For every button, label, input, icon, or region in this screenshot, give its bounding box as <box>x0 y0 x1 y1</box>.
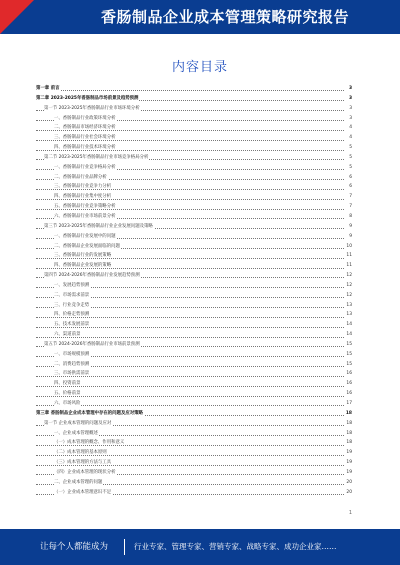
toc-heading: 内容目录 <box>171 60 228 75</box>
toc-entry-page: 15 <box>345 360 352 370</box>
toc-entry[interactable] <box>36 104 352 114</box>
toc-entry[interactable] <box>36 478 352 488</box>
toc-entry-title: 一、香肠制品行业政策环境分析 <box>54 115 116 121</box>
toc-entry-page: 3 <box>348 94 352 104</box>
toc-leader-dots <box>36 90 344 91</box>
toc-entry-title: 三、香肠制品行业竞争力分析 <box>54 184 112 190</box>
toc-entry[interactable] <box>36 251 352 261</box>
toc-entry[interactable] <box>36 438 352 448</box>
toc-entry[interactable] <box>36 448 352 458</box>
toc-entry[interactable] <box>36 291 352 301</box>
toc-entry[interactable] <box>36 419 352 429</box>
toc-entry[interactable] <box>36 114 352 124</box>
toc-entry-title: 一、企业成本管理概述 <box>54 430 98 436</box>
toc-entry[interactable] <box>36 468 352 478</box>
toc-entry-page: 13 <box>345 310 352 320</box>
toc-entry[interactable] <box>36 360 352 370</box>
toc-entry-title: 三、市场供需前景 <box>54 371 90 377</box>
toc-entry-page: 18 <box>345 429 352 439</box>
toc-entry-title: 第五节 2024-2026年香肠制品行业市场前景预测 <box>44 341 140 347</box>
footer-bar <box>0 529 400 565</box>
header-corner-decoration <box>0 0 34 34</box>
report-title: 香肠制品企业成本管理策略研究报告 <box>100 8 349 26</box>
toc-leader-dots <box>36 405 344 406</box>
toc-entry-title: 三、行业竞争走势 <box>54 302 90 308</box>
toc-entry-page: 6 <box>348 173 352 183</box>
toc-entry-page: 11 <box>345 251 352 261</box>
toc-entry-title: 四、投资前景 <box>54 381 81 387</box>
toc-entry-title: 一、发展趋势预测 <box>54 282 90 288</box>
toc-entry-page: 19 <box>345 458 352 468</box>
toc-entry-page: 10 <box>345 242 352 252</box>
toc-entry-title: 四、香肠制品行业技术环境分析 <box>54 145 116 151</box>
toc-entry-title: 二、市场需求前景 <box>54 292 90 298</box>
toc-entry[interactable] <box>36 163 352 173</box>
toc-entry-title: 第四节 2024-2026年香肠制品行业发展趋势预测 <box>44 273 140 279</box>
toc-entry-page: 6 <box>348 182 352 192</box>
toc-entry-title: （一）企业成本管理意识不足 <box>54 489 112 495</box>
toc-entry-title: （三）成本管理的方法与工具 <box>54 460 112 466</box>
toc-entry[interactable] <box>36 123 352 133</box>
toc-entry-page: 11 <box>345 261 352 271</box>
toc-entry-page: 18 <box>345 438 352 448</box>
footer-divider <box>124 539 125 555</box>
toc-entry-page: 16 <box>345 379 352 389</box>
toc-entry[interactable] <box>36 369 352 379</box>
toc-entry-title: 第一节 2023-2025年香肠制品行业市场环境分析 <box>44 105 140 111</box>
toc-entry-page: 17 <box>345 399 352 409</box>
page-number: 1 <box>348 510 352 516</box>
toc-entry[interactable] <box>36 133 352 143</box>
toc-entry-page: 4 <box>348 123 352 133</box>
toc-entry-page: 9 <box>348 222 352 232</box>
toc-entry[interactable] <box>36 310 352 320</box>
toc-entry[interactable] <box>36 202 352 212</box>
toc-entry[interactable] <box>36 301 352 311</box>
toc-entry-page: 4 <box>348 133 352 143</box>
toc-entry-page: 16 <box>345 369 352 379</box>
toc-entry-page: 5 <box>348 163 352 173</box>
toc-entry-title: 二、香肠制品市场经济环境分析 <box>54 125 116 131</box>
toc-entry-page: 19 <box>345 448 352 458</box>
toc-entry[interactable] <box>36 84 352 94</box>
toc-entry-title: 第二章 2023-2025年香肠制品市场前景及趋势预测 <box>36 95 139 101</box>
toc-entry-page: 16 <box>345 389 352 399</box>
toc-entry-title: 二、香肠制品行业品牌分析 <box>54 174 107 180</box>
toc-entry-page: 15 <box>345 340 352 350</box>
toc-leader-dots <box>36 337 344 338</box>
toc-entry-page: 3 <box>348 114 352 124</box>
toc-entry-page: 3 <box>348 84 352 94</box>
toc-entry[interactable] <box>36 212 352 222</box>
toc-entry-page: 3 <box>348 104 352 114</box>
toc-entry-page: 5 <box>348 153 352 163</box>
toc-leader-dots <box>36 396 344 397</box>
toc-entry-page: 18 <box>345 409 352 419</box>
toc-entry-page: 14 <box>345 320 352 330</box>
toc-entry-title: 三、香肠制品行业社会环境分析 <box>54 135 116 141</box>
toc-entry[interactable] <box>36 409 352 419</box>
toc-entry[interactable] <box>36 399 352 409</box>
toc-leader-dots <box>36 317 344 318</box>
toc-entry-title: 四、价格走势预测 <box>54 312 90 318</box>
toc-entry-page: 15 <box>345 350 352 360</box>
toc-entry[interactable] <box>36 458 352 468</box>
toc-entry-title: 第三节 2023-2025年香肠制品行业企业发展问题及策略 <box>44 223 153 229</box>
toc-entry-page: 9 <box>348 232 352 242</box>
toc-entry[interactable] <box>36 192 352 202</box>
toc-entry-page: 7 <box>348 192 352 202</box>
toc-entry[interactable] <box>36 488 352 498</box>
toc-entry[interactable] <box>36 340 352 350</box>
toc-entry[interactable] <box>36 429 352 439</box>
toc-entry[interactable] <box>36 379 352 389</box>
toc-entry-title: 六、渠道前景 <box>54 332 81 338</box>
toc-leader-dots <box>36 386 344 387</box>
footer-roles: 行业专家、管理专家、营销专家、战略专家、成功企业家…… <box>134 542 337 551</box>
toc-entry-page: 14 <box>345 330 352 340</box>
toc-entry-title: 第一章 前言 <box>36 86 60 91</box>
footer-slogan: 让每个人都能成为 <box>40 542 109 552</box>
toc-entry-title: 五、价格前景 <box>54 391 81 397</box>
toc-entry[interactable] <box>36 271 352 281</box>
toc-entry-title: 二、香肠制品企业发展面临的问题 <box>54 243 120 249</box>
toc-entry-page: 13 <box>345 301 352 311</box>
toc-entry[interactable] <box>36 222 352 232</box>
toc-entry-title: 二、企业成本管理的问题 <box>54 479 103 485</box>
toc-entry-title: （一）成本管理的概念、作用和意义 <box>54 440 125 446</box>
toc-entry-title: 三、香肠制品行业的发展策略 <box>54 253 112 259</box>
toc-entry-title: 一、市场规模预测 <box>54 351 90 357</box>
toc-entry[interactable] <box>36 182 352 192</box>
toc-entry-title: 第三章 香肠制品企业成本管理中存在的问题及应对策略 <box>36 410 143 416</box>
toc-leader-dots <box>36 376 344 377</box>
toc-entry-title: 四、香肠制品企业发展的策略 <box>54 263 112 269</box>
toc-entry-title: 一、香肠制品行业发展中的问题 <box>54 233 116 239</box>
toc-entry[interactable] <box>36 261 352 271</box>
toc-entry-title: 六、市场风险 <box>54 401 81 406</box>
toc-entry[interactable] <box>36 232 352 242</box>
toc-entry-title: （四）企业成本管理的现状分析 <box>54 469 116 475</box>
toc-entry-title: （二）成本管理的基本原则 <box>54 450 107 456</box>
toc-entry-title: 第二节 2023-2025年香肠制品行业市场竞争格局分析 <box>44 154 149 160</box>
toc-entry-title: 二、消费趋势预测 <box>54 361 90 367</box>
toc-entry-page: 12 <box>345 271 352 281</box>
toc-entry-page: 12 <box>345 281 352 291</box>
toc-entry[interactable] <box>36 281 352 291</box>
toc-entry-title: 五、香肠制品行业竞争策略分析 <box>54 204 116 210</box>
toc-entry[interactable] <box>36 94 352 104</box>
toc-entry-page: 18 <box>345 419 352 429</box>
toc-entry-page: 5 <box>348 143 352 153</box>
toc-entry-title: 第一节 企业成本管理的问题及应对 <box>44 420 112 426</box>
toc-entry[interactable] <box>36 173 352 183</box>
toc-entry-page: 12 <box>345 291 352 301</box>
toc-leader-dots <box>36 189 344 190</box>
toc-entry-title: 六、香肠制品行业市场前景分析 <box>54 213 116 219</box>
toc-entry-page: 19 <box>345 468 352 478</box>
toc-entry[interactable] <box>36 350 352 360</box>
toc-entry[interactable] <box>36 242 352 252</box>
toc-entry[interactable] <box>36 153 352 163</box>
toc-entry[interactable] <box>36 389 352 399</box>
toc-entry-page: 20 <box>345 478 352 488</box>
toc-entry-title: 四、香肠制品行业集中度分析 <box>54 194 112 200</box>
toc-entry-title: 一、香肠制品行业竞争格局分析 <box>54 164 116 170</box>
toc-entry[interactable] <box>36 330 352 340</box>
toc-entry[interactable] <box>36 320 352 330</box>
toc-entry-page: 7 <box>348 202 352 212</box>
header-bar <box>0 0 400 34</box>
toc-entry-title: 五、技术发展前景 <box>54 322 90 328</box>
table-of-contents <box>36 84 352 497</box>
toc-entry-page: 20 <box>345 488 352 498</box>
toc-entry[interactable] <box>36 143 352 153</box>
toc-entry-page: 8 <box>348 212 352 222</box>
